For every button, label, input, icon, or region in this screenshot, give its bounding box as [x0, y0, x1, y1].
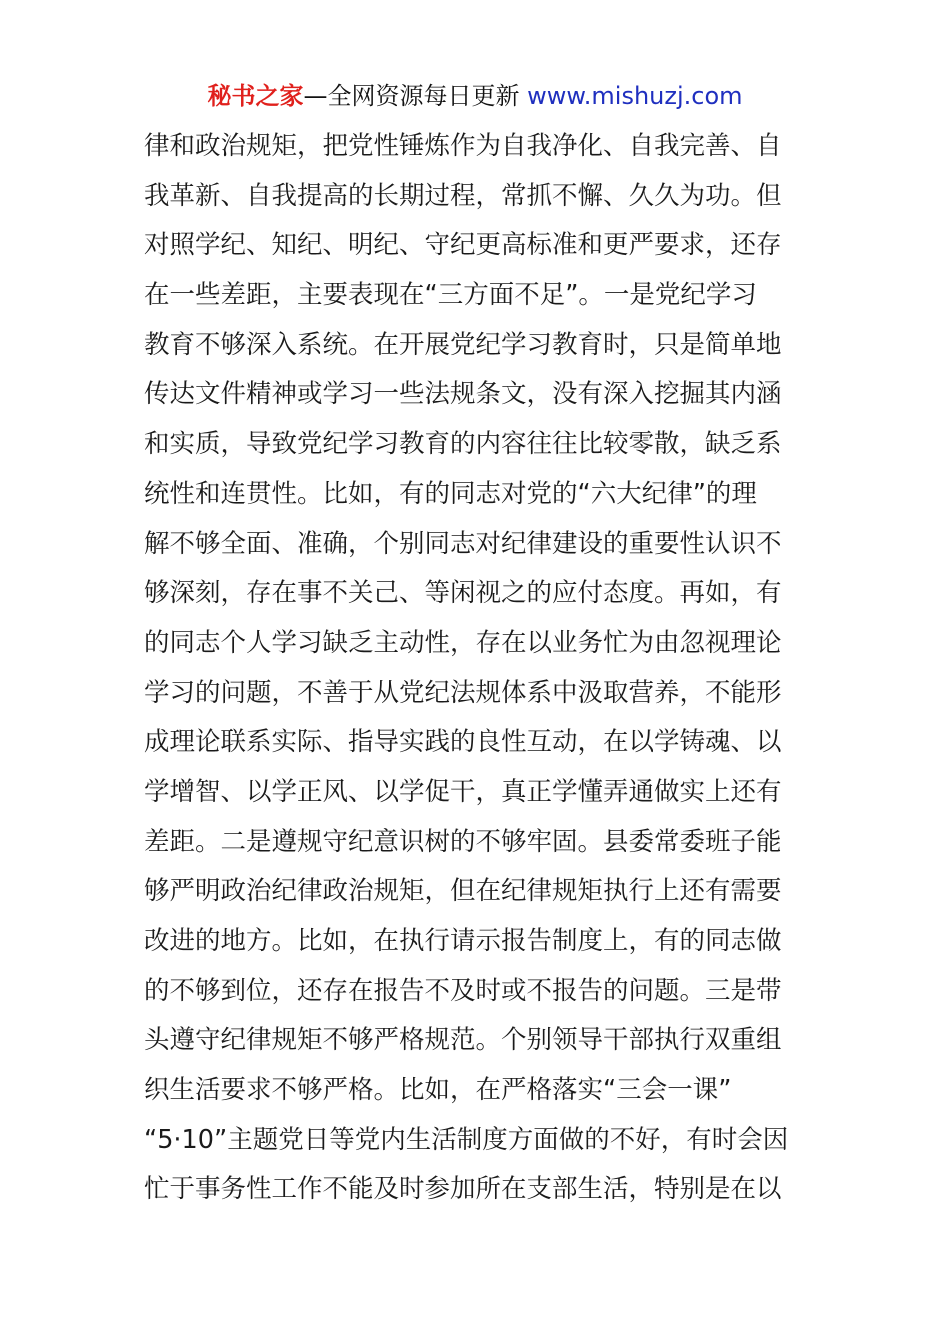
text-line: 差距。二是遵规守纪意识树的不够牢固。县委常委班子能 — [144, 826, 782, 857]
text-line: 学习的问题，不善于从党纪法规体系中汲取营养，不能形 — [144, 677, 782, 708]
text-line: 改进的地方。比如，在执行请示报告制度上，有的同志做 — [144, 926, 782, 956]
text-line: 的不够到位，还存在报告不及时或不报告的问题。三是带 — [144, 975, 782, 1006]
text-line: 够严明政治纪律政治规矩，但在纪律规矩执行上还有需要 — [144, 876, 782, 907]
text-line: 传达文件精神或学习一些法规条文，没有深入挖掘其内涵 — [144, 379, 782, 410]
text-line: “5·10”主题党日等党内生活制度方面做的不好，有时会因 — [144, 1124, 789, 1155]
text-line: 统性和连贯性。比如，有的同志对党的“六大纪律”的理 — [144, 478, 757, 509]
brand-name: 秘书之家 — [207, 82, 304, 110]
text-line: 成理论联系实际、指导实践的良性互动，在以学铸魂、以 — [144, 727, 782, 758]
text-line: 忙于事务性工作不能及时参加所在支部生活，特别是在以 — [144, 1174, 782, 1205]
document-body — [0, 122, 950, 1215]
text-line: 学增智、以学正风、以学促干，真正学懂弄通做实上还有 — [144, 776, 782, 807]
text-line: 织生活要求不够严格。比如，在严格落实“三会一课” — [144, 1075, 732, 1106]
text-line: 对照学纪、知纪、明纪、守纪更高标准和更严要求，还存 — [144, 230, 782, 261]
header-tagline: —全网资源每日更新 — [303, 82, 528, 110]
text-line: 解不够全面、准确，个别同志对纪律建设的重要性认识不 — [144, 528, 782, 559]
text-line: 的同志个人学习缺乏主动性，存在以业务忙为由忽视理论 — [144, 627, 782, 658]
text-line: 头遵守纪律规矩不够严格规范。个别领导干部执行双重组 — [144, 1025, 782, 1056]
text-line: 律和政治规矩，把党性锤炼作为自我净化、自我完善、自 — [144, 131, 782, 161]
site-header — [0, 80, 950, 112]
text-line: 和实质，导致党纪学习教育的内容往往比较零散，缺乏系 — [144, 429, 782, 460]
text-line: 教育不够深入系统。在开展党纪学习教育时，只是简单地 — [144, 329, 782, 360]
text-line: 够深刻，存在事不关己、等闲视之的应付态度。再如，有 — [144, 578, 782, 609]
text-line: 在一些差距，主要表现在“三方面不足”。一是党纪学习 — [144, 280, 757, 311]
site-url-link[interactable]: www.mishuzj.com — [527, 82, 743, 110]
text-line: 我革新、自我提高的长期过程，常抓不懈、久久为功。但 — [144, 180, 782, 211]
